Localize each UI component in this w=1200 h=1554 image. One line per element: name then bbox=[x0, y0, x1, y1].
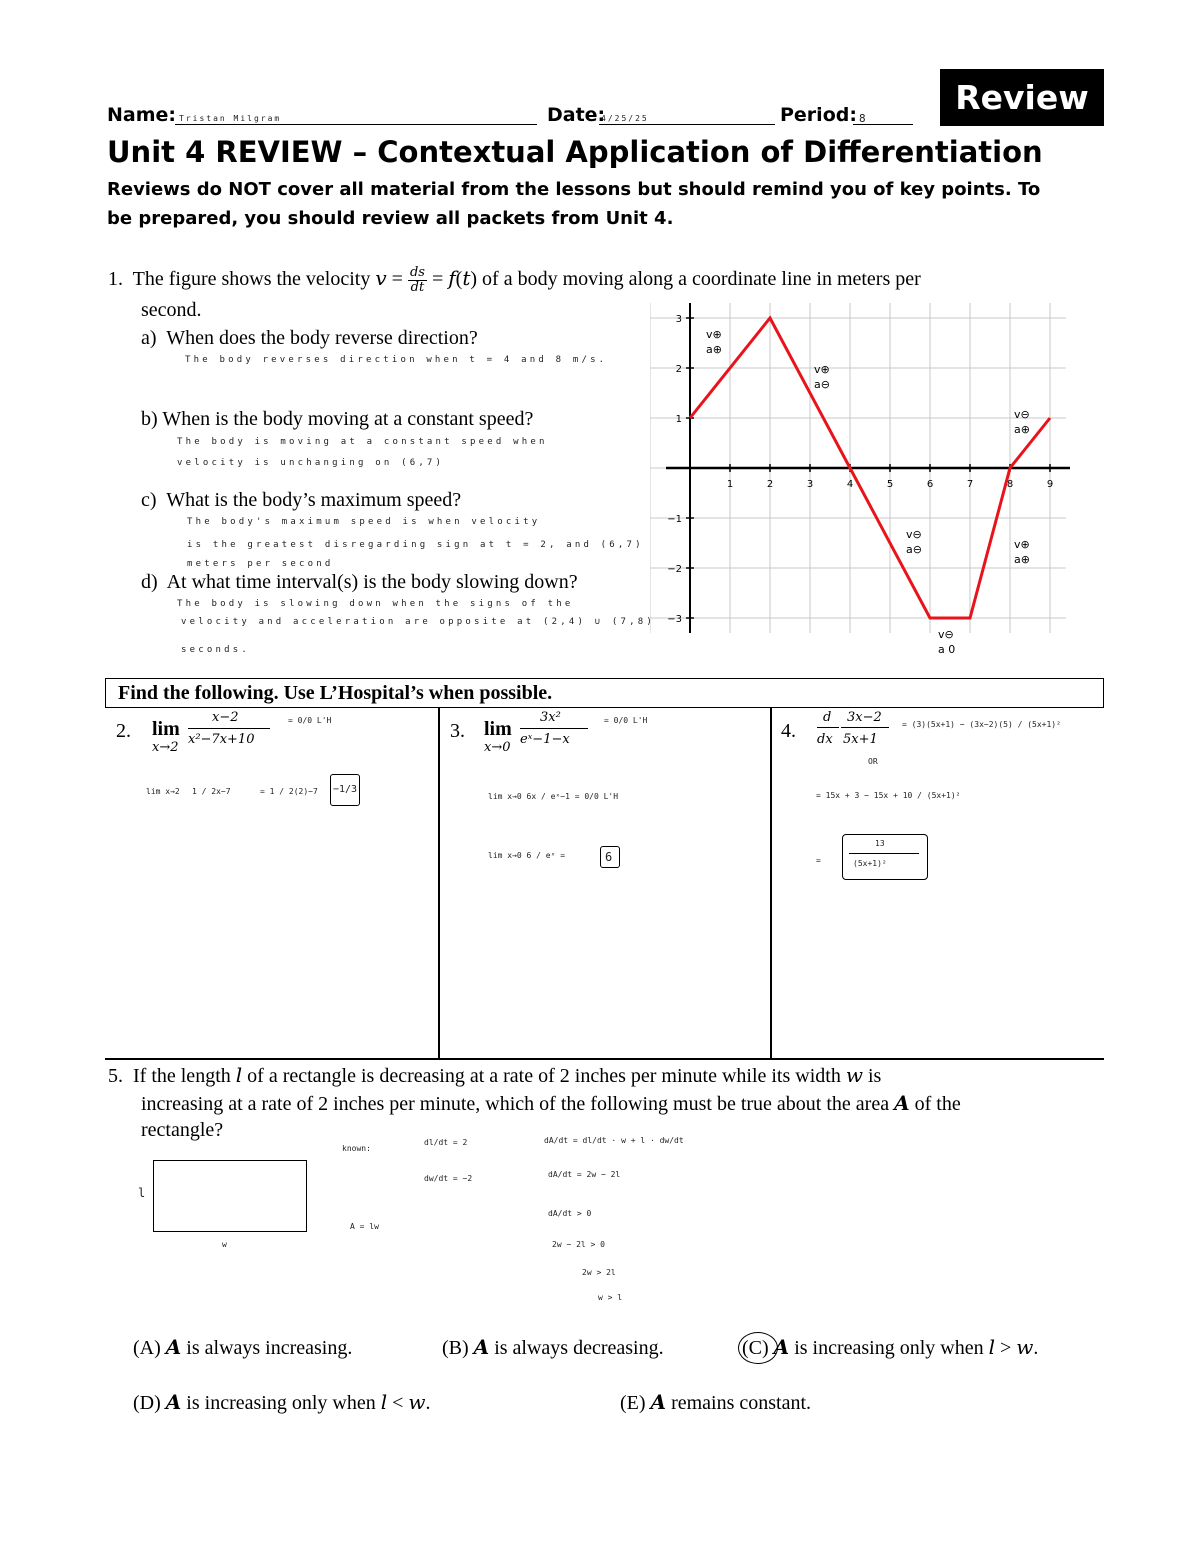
y-tick-label: 1 bbox=[675, 414, 682, 425]
q4-work-1: = (3)(5x+1) − (3x−2)(5) / (5x+1)² bbox=[902, 720, 1061, 729]
rectangle-figure bbox=[153, 1160, 307, 1232]
q1a-question: a) When does the body reverse direction? bbox=[141, 327, 478, 349]
period-value: 8 bbox=[859, 112, 866, 125]
sign-annotation: v⊖ bbox=[938, 628, 954, 641]
q1-text-cont: second. bbox=[141, 299, 202, 321]
q5-line-1: 5. If the length l of a rectangle is decreasing at a rate of 2 inches per minute while its width w is bbox=[108, 1063, 882, 1087]
page-title: Unit 4 REVIEW – Contextual Application of Differentiation bbox=[107, 135, 1043, 169]
q2-work-3: 1 / 2x−7 bbox=[192, 787, 231, 796]
q1-text: 1. The figure shows the velocity v = $\frac{ds}{dt}$ = f(t) of a body moving along a coordinate line in meters per bbox=[108, 265, 921, 295]
x-tick-label: 8 bbox=[1006, 479, 1014, 490]
q2-work-4: = 1 / 2(2)−7 bbox=[260, 787, 318, 796]
x-tick-label: 4 bbox=[846, 479, 854, 490]
date-value: 4/25/25 bbox=[601, 114, 649, 123]
x-tick-label: 5 bbox=[886, 479, 894, 490]
section-header: Find the following. Use L’Hospital’s when possible. bbox=[105, 678, 1104, 708]
sign-annotation: a⊕ bbox=[1014, 423, 1030, 436]
y-tick-label: −1 bbox=[667, 514, 682, 525]
choice-c-circle-mark bbox=[738, 1332, 778, 1364]
q3-work-1: = 0/0 L'H bbox=[604, 716, 648, 725]
name-value: Tristan Milgram bbox=[179, 114, 282, 123]
q1b-answer-1: The body is moving at a constant speed when bbox=[177, 437, 548, 447]
name-field[interactable] bbox=[175, 104, 537, 125]
q1b-question: b) When is the body moving at a constant speed? bbox=[141, 408, 534, 430]
date-label: Date: bbox=[547, 104, 606, 126]
q4-eq: = bbox=[816, 856, 821, 865]
velocity-graph bbox=[650, 298, 1080, 658]
sign-annotation: a⊕ bbox=[1014, 553, 1030, 566]
choice-a[interactable]: (A) A is always increasing. bbox=[133, 1335, 353, 1359]
sign-annotation: v⊕ bbox=[814, 363, 830, 376]
period-label: Period: bbox=[780, 104, 857, 126]
y-tick-label: 3 bbox=[675, 314, 682, 325]
rect-length-label: l bbox=[138, 1186, 146, 1200]
x-tick-label: 9 bbox=[1046, 479, 1054, 490]
chart-annotations bbox=[706, 328, 1030, 656]
q4-or: OR bbox=[868, 757, 878, 766]
name-label: Name: bbox=[107, 104, 177, 126]
q1b-answer-2: velocity is unchanging on (6,7) bbox=[177, 458, 445, 468]
q1d-answer-2: velocity and acceleration are opposite at (2,4) ∪ (7,8) bbox=[181, 617, 656, 627]
sign-annotation: v⊖ bbox=[906, 528, 922, 541]
q1d-question: d) At what time interval(s) is the body slowing down? bbox=[141, 571, 578, 593]
q2-answer-box: −1/3 bbox=[330, 774, 360, 806]
q5-work-2: dA/dt = 2w − 2l bbox=[548, 1170, 621, 1179]
rect-width-label: w bbox=[222, 1240, 227, 1249]
q4-answer-box: 13 (5x+1)² bbox=[842, 834, 928, 880]
q5-work-5: 2w > 2l bbox=[582, 1268, 616, 1277]
x-tick-label: 3 bbox=[806, 479, 814, 490]
choice-b[interactable]: (B) A is always decreasing. bbox=[442, 1335, 664, 1359]
q2-work-1: = 0/0 L'H bbox=[288, 716, 332, 725]
x-tick-label: 1 bbox=[726, 479, 734, 490]
page-subtitle: Reviews do NOT cover all material from the lessons but should remind you of key points. To be prepared, you should review all packets from Unit 4. bbox=[107, 179, 1041, 229]
q1d-answer-3: seconds. bbox=[181, 645, 250, 655]
choice-e[interactable]: (E) A remains constant. bbox=[620, 1390, 812, 1414]
q1c-answer-2: is the greatest disregarding sign at t = 2, and (6,7) bbox=[187, 540, 644, 550]
q4-work-2: = 15x + 3 − 15x + 10 / (5x+1)² bbox=[816, 791, 961, 800]
q5-known: known: bbox=[342, 1144, 371, 1153]
q5-line-3: rectangle? bbox=[141, 1119, 224, 1141]
q1c-question: c) What is the body’s maximum speed? bbox=[141, 489, 462, 511]
q1a-answer: The body reverses direction when t = 4 and 8 m/s. bbox=[185, 355, 608, 365]
q5-work-3: dA/dt > 0 bbox=[548, 1209, 592, 1218]
q1c-answer-3: meters per second bbox=[187, 559, 334, 569]
q5-area: A = lw bbox=[350, 1222, 379, 1231]
x-tick-label: 2 bbox=[766, 479, 774, 490]
y-tick-label: −2 bbox=[667, 564, 682, 575]
sign-annotation: v⊕ bbox=[1014, 538, 1030, 551]
chart-ticks bbox=[667, 314, 1053, 625]
sign-annotation: v⊖ bbox=[1014, 408, 1030, 421]
q3-answer-box: 6 bbox=[600, 846, 620, 868]
x-tick-label: 6 bbox=[926, 479, 934, 490]
q1d-answer-1: The body is slowing down when the signs of the bbox=[177, 599, 574, 609]
choice-c[interactable]: (C) A is increasing only when l > w. bbox=[742, 1335, 1039, 1359]
sign-annotation: a 0 bbox=[938, 643, 956, 656]
q3-work-3: lim x→0 6 / eˣ = bbox=[488, 851, 566, 860]
sign-annotation: a⊕ bbox=[706, 343, 722, 356]
y-tick-label: 2 bbox=[675, 364, 682, 375]
q5-line-2: increasing at a rate of 2 inches per minute, which of the following must be true about the area A of the bbox=[141, 1091, 961, 1115]
period-field[interactable] bbox=[853, 104, 913, 125]
q5-work-4: 2w − 2l > 0 bbox=[552, 1240, 605, 1249]
q1c-answer-1: The body's maximum speed is when velocity bbox=[187, 517, 541, 527]
sign-annotation: a⊖ bbox=[814, 378, 830, 391]
sign-annotation: v⊕ bbox=[706, 328, 722, 341]
q5-dw: dw/dt = −2 bbox=[424, 1174, 473, 1183]
choice-d[interactable]: (D) A is increasing only when l < w. bbox=[133, 1390, 431, 1414]
q5-work-6: w > l bbox=[598, 1293, 623, 1302]
sign-annotation: a⊖ bbox=[906, 543, 922, 556]
date-field[interactable] bbox=[599, 104, 775, 125]
q2-work-2: lim x→2 bbox=[146, 787, 180, 796]
x-tick-label: 7 bbox=[966, 479, 974, 490]
q3-work-2: lim x→0 6x / eˣ−1 = 0/0 L'H bbox=[488, 792, 619, 801]
q5-work-1: dA/dt = dl/dt · w + l · dw/dt bbox=[544, 1136, 684, 1145]
review-badge: Review bbox=[940, 69, 1104, 126]
y-tick-label: −3 bbox=[667, 614, 682, 625]
q5-dl: dl/dt = 2 bbox=[424, 1138, 468, 1147]
